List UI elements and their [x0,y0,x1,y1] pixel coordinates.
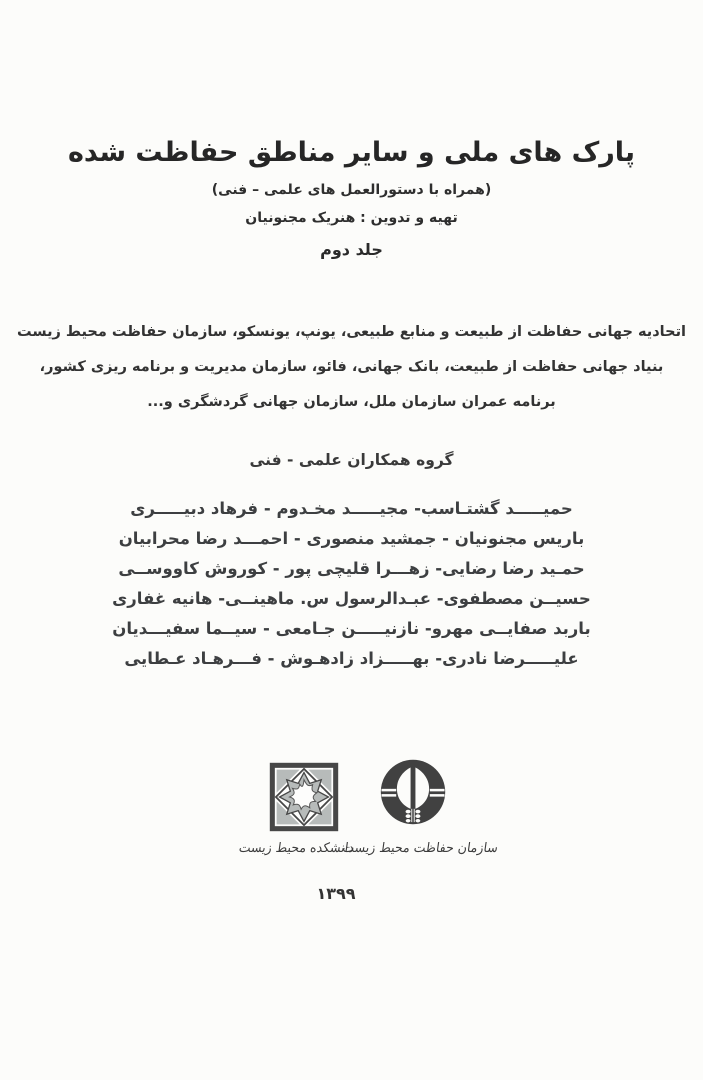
orgs-line: بنیاد جهانی حفاظت از طبیعت، بانک جهانی، فائو، سازمان مدیریت و برنامه ریزی کشور، [39,359,664,375]
department-of-environment-logo-icon [378,756,448,828]
page-title: پارک های ملی و سایر مناطق حفاظت شده [67,137,636,168]
orgs-line: اتحادیه جهانی حفاظت از طبیعت و منابع طبیعی، یونپ، یونسکو، سازمان حفاظت محیط زیست [16,324,686,340]
faculty-logo-caption: دانشکده محیط زیست [237,839,356,856]
faculty-of-environment-logo-icon [268,760,340,834]
editor-line: تهیه و تدوین : هنریک مجنونیان [245,210,458,226]
contributors-list [0,494,703,674]
publisher-logos [0,756,703,876]
contributor-row: حمـید رضا رضایی- زهـــرا قلیچی پور - کوروش کاووســی [118,559,585,578]
contributor-row: علیـــــرضا نادری- بهـــــزاد زادهـوش - فـــرهـاد عـطایی [124,649,579,668]
supporting-organizations [0,315,703,420]
department-logo-caption: سازمان حفاظت محیط زیست [341,839,500,856]
contributors-heading: گروه همکاران علمی - فنی [249,451,454,469]
contributor-row: حسیــن مصطفوی- عبـدالرسول س. ماهینــی- هانیه غفاری [112,589,591,608]
contributor-row: حمیـــــد گشتـاسب- مجیـــــد مخـدوم - فرهاد دبیـــــری [130,499,573,518]
book-subtitle: (همراه با دستورالعمل های علمی – فنی) [211,182,492,198]
publication-year: ۱۳۹۹ [316,884,356,903]
orgs-line: برنامه عمران سازمان ملل، سازمان جهانی گردشگری و... [147,394,556,410]
contributor-row: باربد صفایــی مهرو- نازنیـــــن جـامعی - سیــما سفیـــدیان [112,619,591,638]
contributor-row: باریس مجنونیان - جمشید منصوری - احمـــد رضا محرابیان [118,529,585,548]
volume-label: جلد دوم [320,240,383,259]
